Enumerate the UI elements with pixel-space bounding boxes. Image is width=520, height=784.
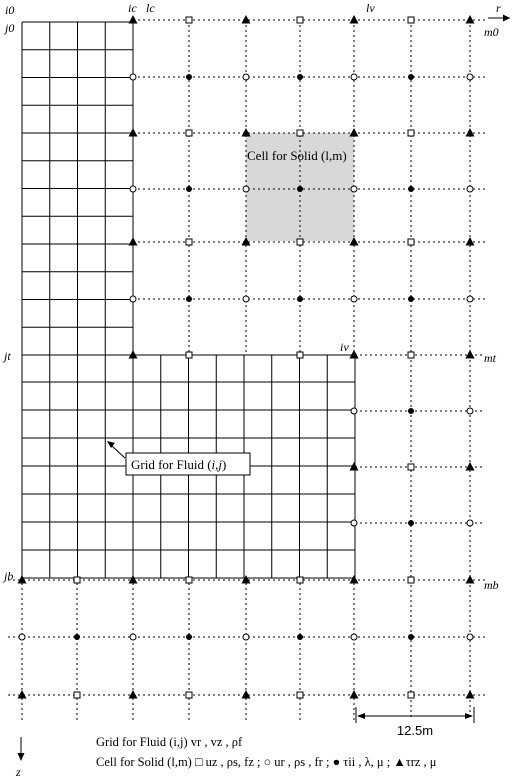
triangle-marker	[466, 15, 475, 24]
square-marker	[297, 130, 303, 136]
triangle-marker	[466, 350, 475, 359]
filled-circle-marker	[408, 74, 414, 80]
filled-circle-marker	[74, 634, 80, 640]
grid-markers	[18, 15, 475, 699]
filled-circle-marker	[186, 186, 192, 192]
filled-circle-marker	[297, 186, 303, 192]
open-circle-marker	[243, 296, 249, 302]
label-iv: iv	[340, 340, 349, 354]
triangle-marker	[129, 237, 138, 246]
square-marker	[408, 577, 414, 583]
square-marker	[408, 464, 414, 470]
square-marker	[186, 239, 192, 245]
open-circle-marker	[467, 408, 473, 414]
square-marker	[297, 239, 303, 245]
square-marker	[186, 692, 192, 698]
filled-circle-marker	[297, 296, 303, 302]
legend-fluid: Grid for Fluid (i,j) vr , vz , ρf	[96, 735, 243, 749]
triangle-marker	[466, 462, 475, 471]
solid-cell-caption: Cell for Solid (l,m)	[247, 148, 347, 163]
open-circle-marker	[467, 186, 473, 192]
filled-circle-marker	[186, 296, 192, 302]
filled-circle-marker	[186, 634, 192, 640]
triangle-marker	[466, 237, 475, 246]
label-z: z	[16, 765, 21, 779]
open-circle-marker	[243, 634, 249, 640]
open-circle-marker	[130, 296, 136, 302]
triangle-marker	[350, 690, 359, 699]
triangle-marker	[129, 128, 138, 137]
z-axis-arrow	[18, 737, 25, 761]
square-marker	[408, 17, 414, 23]
triangle-marker	[350, 575, 359, 584]
fluid-grid-caption	[126, 453, 250, 475]
open-circle-marker	[130, 186, 136, 192]
open-circle-marker	[351, 634, 357, 640]
triangle-marker	[242, 690, 251, 699]
legend-solid: Cell for Solid (l,m) □ uz , ρs, fz ; ○ ur , ρs , fr ; ● τii , λ, μ ; ▲τrz , μ	[96, 755, 437, 769]
filled-circle-marker	[297, 74, 303, 80]
filled-circle-marker	[408, 634, 414, 640]
scale-label: 12.5m	[396, 723, 434, 738]
square-marker	[408, 130, 414, 136]
label-jb: jb	[4, 569, 14, 583]
triangle-marker	[350, 350, 359, 359]
triangle-marker	[129, 575, 138, 584]
triangle-marker	[129, 350, 138, 359]
open-circle-marker	[351, 296, 357, 302]
square-marker	[408, 692, 414, 698]
triangle-marker	[129, 15, 138, 24]
label-jt: jt	[4, 349, 11, 363]
square-marker	[297, 692, 303, 698]
square-marker	[186, 17, 192, 23]
triangle-marker	[466, 128, 475, 137]
triangle-marker	[350, 128, 359, 137]
open-circle-marker	[351, 408, 357, 414]
label-mb: mb	[484, 578, 499, 592]
svg-text:Grid for Fluid (i,j)	[131, 457, 226, 472]
open-circle-marker	[351, 520, 357, 526]
triangle-marker	[466, 575, 475, 584]
fluid-caption-prefix: Grid for Fluid (	[131, 457, 212, 472]
label-j0: j0	[5, 21, 15, 35]
open-circle-marker	[130, 634, 136, 640]
square-marker	[74, 577, 80, 583]
square-marker	[186, 352, 192, 358]
open-circle-marker	[467, 520, 473, 526]
filled-circle-marker	[297, 634, 303, 640]
filled-circle-marker	[186, 74, 192, 80]
fluid-callout-arrow	[107, 441, 125, 458]
square-marker	[408, 239, 414, 245]
square-marker	[408, 352, 414, 358]
open-circle-marker	[467, 74, 473, 80]
open-circle-marker	[243, 186, 249, 192]
square-marker	[74, 692, 80, 698]
open-circle-marker	[130, 74, 136, 80]
triangle-marker	[242, 15, 251, 24]
filled-circle-marker	[408, 408, 414, 414]
label-r: r	[496, 1, 501, 15]
label-lc: lc	[146, 1, 155, 15]
triangle-marker	[18, 690, 27, 699]
open-circle-marker	[351, 74, 357, 80]
triangle-marker	[129, 690, 138, 699]
square-marker	[186, 130, 192, 136]
r-axis-arrow	[488, 15, 510, 22]
triangle-marker	[466, 690, 475, 699]
square-marker	[297, 352, 303, 358]
square-marker	[297, 577, 303, 583]
filled-circle-marker	[408, 296, 414, 302]
triangle-marker	[18, 575, 27, 584]
open-circle-marker	[243, 74, 249, 80]
filled-circle-marker	[408, 186, 414, 192]
label-ic: ic	[128, 1, 137, 15]
label-m0: m0	[484, 25, 499, 39]
open-circle-marker	[467, 296, 473, 302]
label-lv: lv	[366, 1, 375, 15]
fluid-caption-suffix: )	[222, 457, 227, 472]
solid-grid-lines	[8, 20, 485, 720]
label-mt: mt	[484, 351, 496, 365]
square-marker	[186, 577, 192, 583]
open-circle-marker	[467, 634, 473, 640]
triangle-marker	[242, 575, 251, 584]
filled-circle-marker	[408, 520, 414, 526]
triangle-marker	[242, 128, 251, 137]
scale-bar	[356, 707, 474, 738]
square-marker	[297, 17, 303, 23]
open-circle-marker	[19, 634, 25, 640]
label-i0: i0	[5, 3, 15, 17]
fluid-caption-ij: i,j	[211, 457, 223, 472]
open-circle-marker	[351, 186, 357, 192]
triangle-marker	[350, 15, 359, 24]
